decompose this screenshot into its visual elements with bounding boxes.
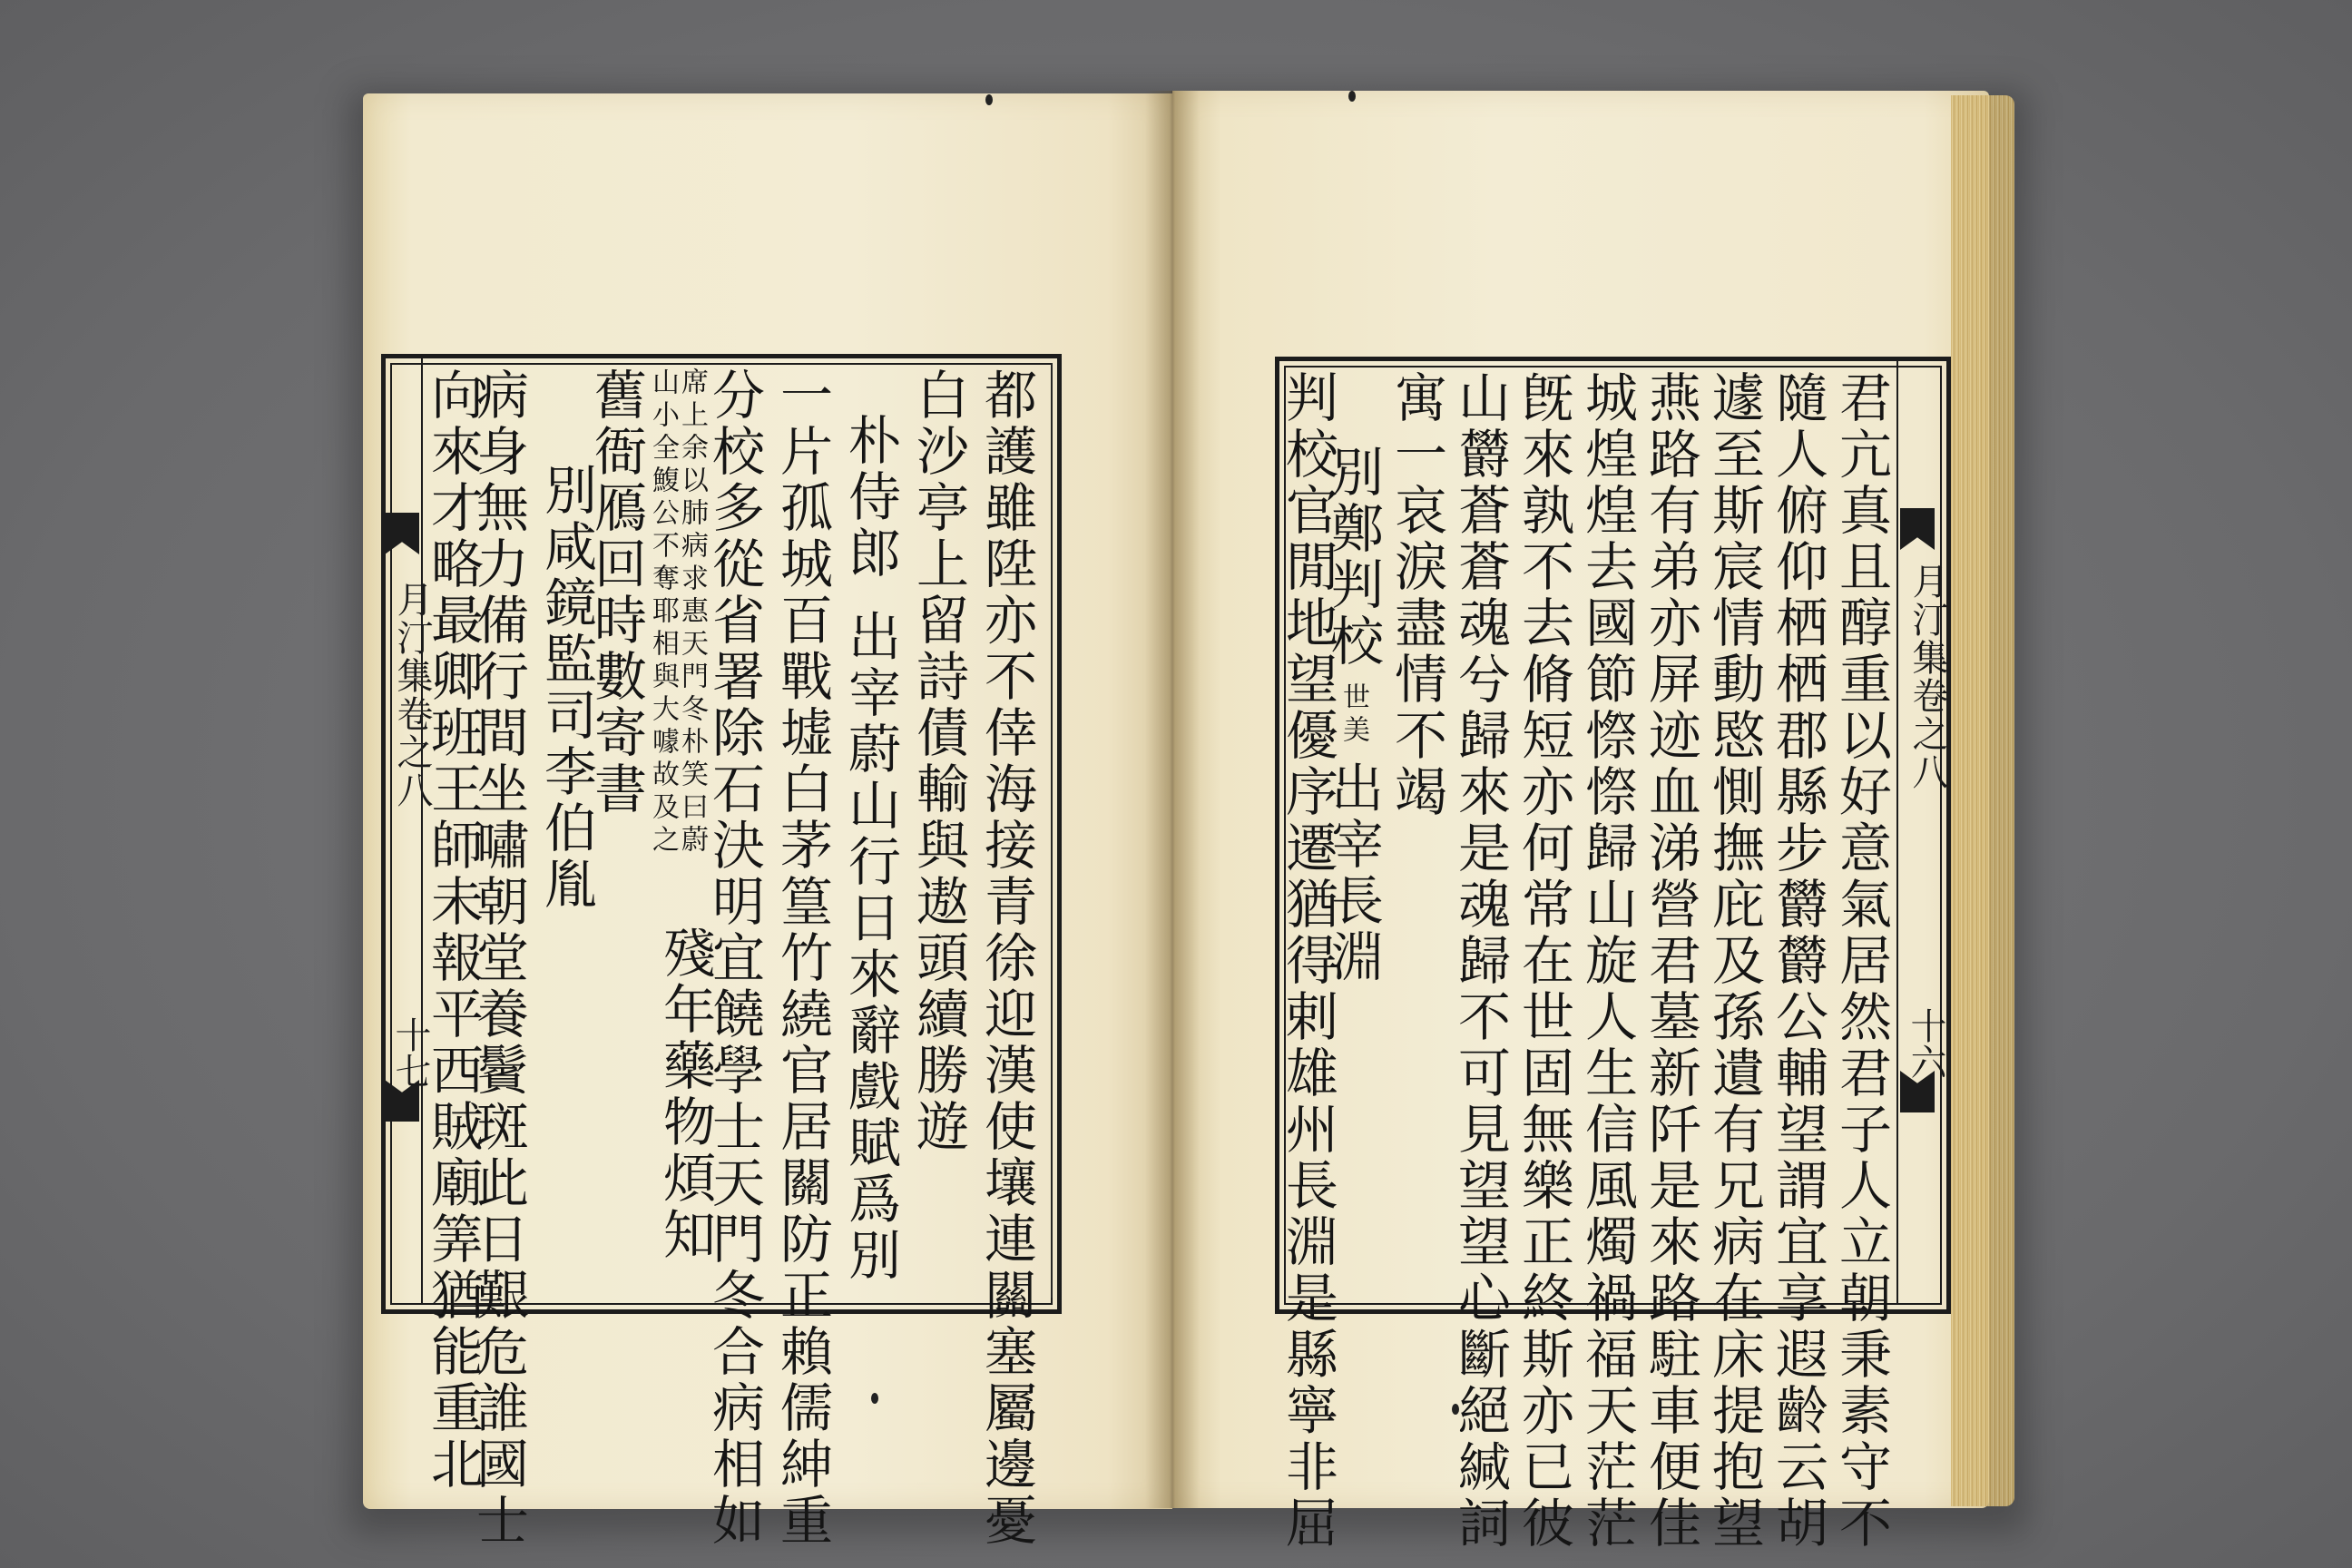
title-tail: 出宰蔚山行日來辭戲賦爲別 [839, 609, 901, 1284]
text-column: 向來才略最卿班王師未報平西賊廟筭猶能重北 [422, 368, 484, 1493]
text-column: 隨人俯仰栖栖郡縣步欝欝公輔望謂宜享遐齡云胡 [1767, 370, 1828, 1552]
title-note: 世美 [1338, 682, 1369, 748]
annotation-column: 山小全鰒公不奪耶相與大噱故及之 [647, 368, 679, 858]
text-column: 君亢真且醇重以好意氣居然君子人立朝秉素守不 [1830, 370, 1892, 1552]
title-name: 朴侍郎 [839, 413, 901, 582]
poem-title-2 [839, 413, 901, 1284]
book-gutter [1145, 91, 1200, 1508]
column-rule [1051, 363, 1053, 1298]
text-column: 遽至斯宸情動愍惻撫庇及孫遺有兄病在床提抱望 [1703, 370, 1765, 1552]
left-folio: 十七 [389, 1016, 431, 1089]
poem-title-3: 別咸鏡監司李伯胤 [535, 463, 597, 913]
text-column: 白沙亭上留詩債輸與遨頭續勝遊 [907, 368, 969, 1155]
text-column: 都護雖陞亦不倖海接青徐迎漢使壤連關塞屬邊憂 [975, 368, 1037, 1549]
annotation-column: 席上余以肺病求惠天門冬朴笑曰蔚 [676, 368, 708, 858]
wormhole-mark [871, 1393, 878, 1404]
text-column: 病身無力備行間坐嘯朝堂養鬢斑此日艱危誰國士 [467, 368, 529, 1549]
text-column: 城煌煌去國節憏憏歸山旋人生信風燭禍福天茫茫 [1576, 370, 1638, 1552]
text-column: 山欝蒼蒼魂兮歸來是魂歸不可見望望心斷絕緘詞 [1449, 370, 1511, 1552]
wormhole-mark [1348, 91, 1356, 102]
title-tail: 出宰長淵 [1322, 760, 1384, 985]
right-gutter-column [1896, 358, 1940, 1304]
left-gutter-column [383, 354, 423, 1305]
right-folio: 十六 [1905, 1007, 1946, 1080]
page-edges [1951, 95, 2014, 1506]
text-column: 殘年藥物煩知 [654, 926, 716, 1263]
text-column: 旣來孰不去脩短亦何常在世固無樂正終斯亦已彼 [1513, 370, 1574, 1552]
text-column: 寓一哀淚盡情不竭 [1386, 370, 1447, 820]
text-column: 舊衙鴈回時數寄書 [585, 368, 647, 818]
text-column: 分校多從省署除石決明宜饒學士天門冬合病相如 [703, 368, 765, 1549]
text-column: 燕路有弟亦屏迹血涕營君墓新阡是來路駐車便佳 [1640, 370, 1701, 1552]
right-gutter-label: 月汀集卷之八 [1906, 563, 1948, 791]
wormhole-mark [985, 94, 993, 105]
left-gutter-label: 月汀集卷之八 [391, 581, 433, 809]
text-column: 一片孤城百戰墟白茅篁竹繞官居關防正賴儒紳重 [771, 368, 833, 1549]
text-column: 判校官閒地望優序遷猶得剌雄州長淵是縣寧非屈 [1277, 370, 1338, 1552]
title-name: 別鄭判校 [1322, 445, 1384, 670]
